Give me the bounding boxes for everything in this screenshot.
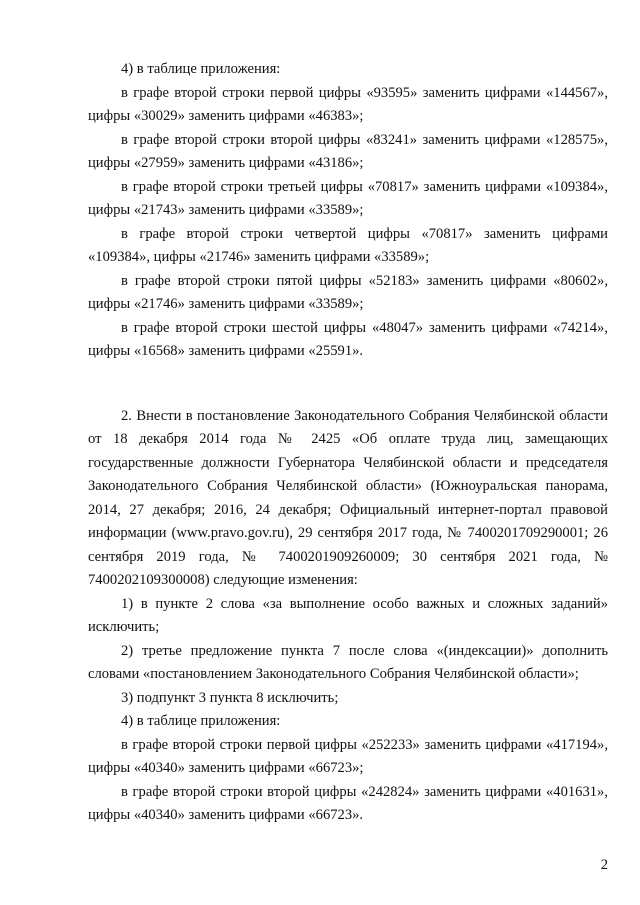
section1-row-2: в графе второй строки второй цифры «83241» заменить цифрами «128575», цифры «27959» заменить цифрами «43186»; xyxy=(88,131,608,171)
section2-row-1: в графе второй строки первой цифры «252233» заменить цифрами «417194», цифры «40340» заменить цифрами «66723»; xyxy=(88,736,608,776)
page-number: 2 xyxy=(600,857,608,873)
section1-row-3: в графе второй строки третьей цифры «70817» заменить цифрами «109384», цифры «21743» заменить цифрами «33589»; xyxy=(88,178,608,218)
section2-intro: 2. Внести в постановление Законодательного Собрания Челябинской области от 18 декабря 2014 года № 2425 «Об оплате труда лиц, замещающих государственные должности Губернатора Челябинской области и председателя Законодательного Собрания Челябинской области» (Южноуральская панорама, 2014, 27 декабря; 2016, 24 декабря; Официальный интернет-портал правовой информации (www.pravo.gov.ru), 29 сентября 2017 года, № 7400201709290001; 26 сентября 2019 года, № 7400201909260009; 30 сентября 2021 года, № 7400202109300008) следующие изменения: xyxy=(88,407,608,588)
section1-row-5: в графе второй строки пятой цифры «52183» заменить цифрами «80602», цифры «21746» заменить цифрами «33589»; xyxy=(88,272,608,312)
section2-row-2: в графе второй строки второй цифры «242824» заменить цифрами «401631», цифры «40340» заменить цифрами «66723». xyxy=(88,783,608,823)
section1-item4-heading: 4) в таблице приложения: xyxy=(121,61,281,77)
section1-row-1: в графе второй строки первой цифры «93595» заменить цифрами «144567», цифры «30029» заменить цифрами «46383»; xyxy=(88,84,608,124)
section2-item-2: 2) третье предложение пункта 7 после слова «(индексации)» дополнить словами «постановлением Законодательного Собрания Челябинской области»; xyxy=(88,642,608,682)
section2-item4-heading: 4) в таблице приложения: xyxy=(121,713,281,729)
section2-item-1: 1) в пункте 2 слова «за выполнение особо важных и сложных заданий» исключить; xyxy=(88,595,608,635)
document-body xyxy=(88,58,608,828)
section-gap xyxy=(88,364,608,405)
section1-row-4: в графе второй строки четвертой цифры «70817» заменить цифрами «109384», цифры «21746» заменить цифрами «33589»; xyxy=(88,225,608,265)
section2-item-3: 3) подпункт 3 пункта 8 исключить; xyxy=(121,689,339,706)
section1-row-6: в графе второй строки шестой цифры «48047» заменить цифрами «74214», цифры «16568» заменить цифрами «25591». xyxy=(88,319,608,359)
